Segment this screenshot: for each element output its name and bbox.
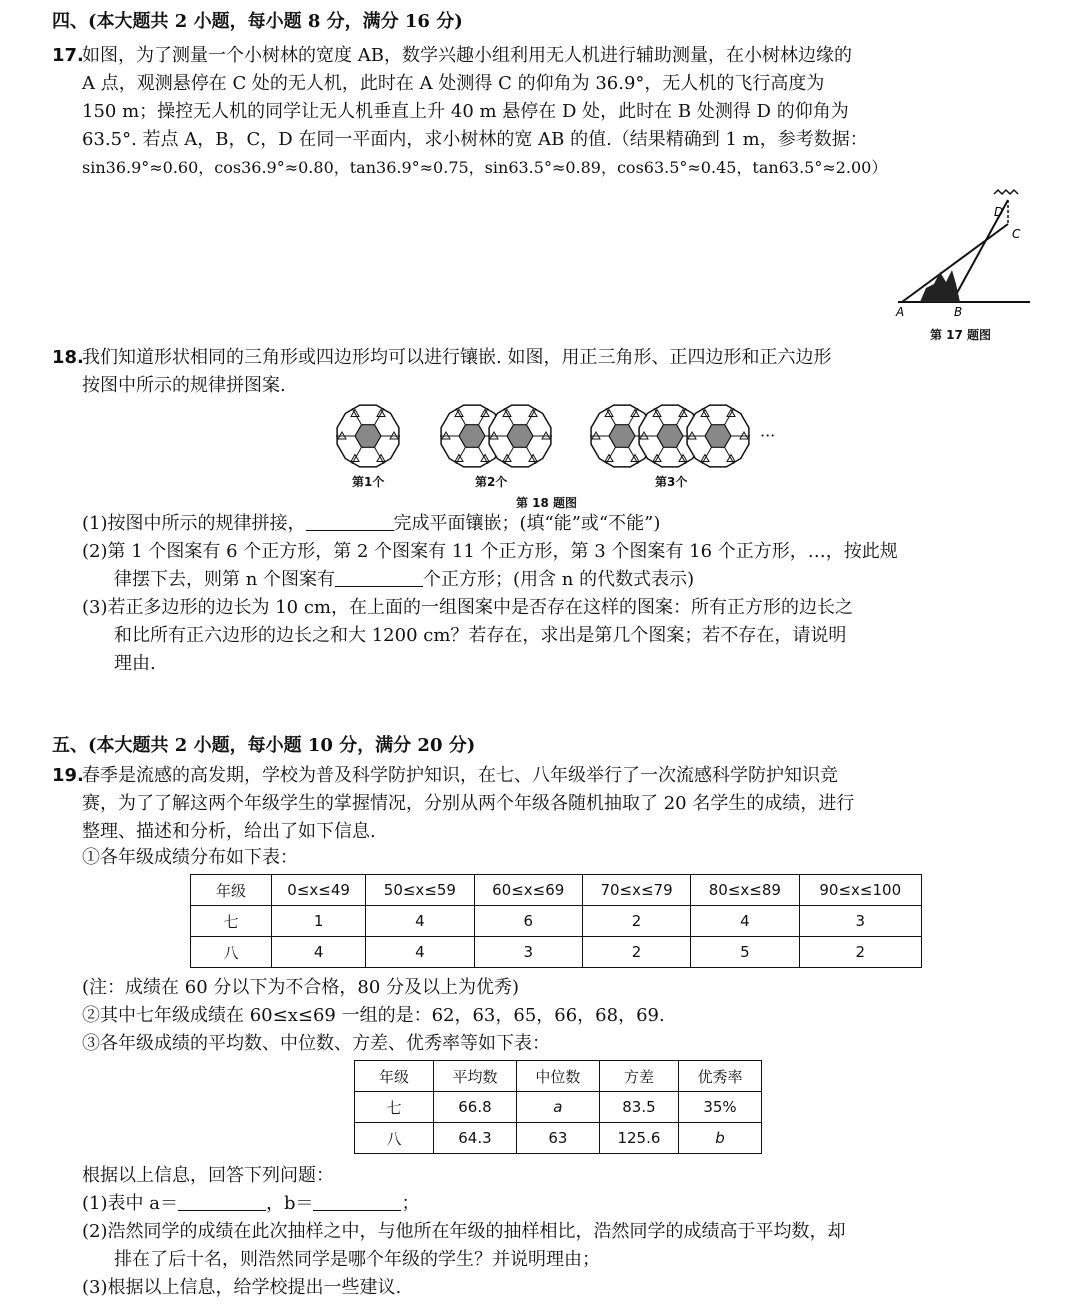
table-row bbox=[191, 906, 922, 937]
q18-figure-label: 第2个 bbox=[475, 475, 508, 489]
q19-part3: (3)根据以上信息，给学校提出一些建议. bbox=[82, 1277, 402, 1298]
woods-shape bbox=[920, 270, 960, 302]
section5-heading: 五、(本大题共 2 小题，每小题 10 分，满分 20 分) bbox=[52, 735, 476, 756]
q19-info3: ③各年级成绩的平均数、中位数、方差、优秀率等如下表： bbox=[82, 1033, 550, 1054]
q18-figure-ellipsis: ··· bbox=[760, 426, 776, 445]
answer-blank[interactable] bbox=[335, 568, 423, 587]
table-cell: b bbox=[679, 1123, 762, 1154]
table-header: 年级 bbox=[355, 1061, 434, 1092]
table-header: 80≤x≤89 bbox=[691, 875, 799, 906]
table-row bbox=[191, 937, 922, 968]
q18-part2-text: 律摆下去，则第 n 个图案有 bbox=[114, 569, 336, 590]
q18-text-line: 我们知道形状相同的三角形或四边形均可以进行镶嵌. 如图，用正三角形、正四边形和正六边形 bbox=[82, 347, 832, 368]
label-d: D bbox=[994, 205, 1004, 219]
q18-figure bbox=[320, 400, 800, 500]
q18-part3-line: (3)若正多边形的边长为 10 cm，在上面的一组图案中是否存在这样的图案：所有正方形的边长之 bbox=[82, 597, 853, 618]
table-cell: 2 bbox=[582, 906, 690, 937]
table-cell: 八 bbox=[355, 1123, 434, 1154]
table-cell: 2 bbox=[799, 937, 921, 968]
q17-text-line: 150 m；操控无人机的同学让无人机垂直上升 40 m 悬停在 D 处，此时在 B 处测得 D 的仰角为 bbox=[82, 101, 849, 122]
q19-number: 19. bbox=[52, 765, 84, 786]
q19-text-line: 春季是流感的高发期，学校为普及科学防护知识，在七、八年级举行了一次流感科学防护知识竞 bbox=[82, 765, 838, 786]
table-header: 60≤x≤69 bbox=[474, 875, 582, 906]
label-b: B bbox=[954, 305, 963, 319]
table-cell: 七 bbox=[355, 1092, 434, 1123]
table-header: 方差 bbox=[599, 1061, 678, 1092]
q19-part2-line: 排在了后十名，则浩然同学是哪个年级的学生？并说明理由； bbox=[114, 1249, 600, 1270]
hexagon-shape bbox=[459, 425, 485, 448]
table-cell: 1 bbox=[272, 906, 366, 937]
q18-figure-caption: 第 18 题图 bbox=[516, 496, 578, 510]
q18-part3-line: 理由. bbox=[114, 653, 156, 674]
table-row bbox=[355, 1092, 762, 1123]
q17-text-line: 如图，为了测量一个小树林的宽度 AB，数学兴趣小组利用无人机进行辅助测量，在小树林边缘的 bbox=[82, 45, 852, 66]
label-a: A bbox=[896, 305, 905, 319]
drone-icon bbox=[994, 190, 1018, 194]
hexagon-shape bbox=[657, 425, 683, 448]
hexagon-shape bbox=[705, 425, 731, 448]
table-cell: a bbox=[516, 1092, 599, 1123]
table-cell: 4 bbox=[366, 906, 474, 937]
q17-figure bbox=[890, 184, 1040, 324]
score-distribution-table bbox=[190, 874, 922, 968]
q18-part1-text-after: 完成平面镶嵌；(填“能”或“不能”) bbox=[393, 513, 661, 534]
table-header: 优秀率 bbox=[679, 1061, 762, 1092]
table-header: 年级 bbox=[191, 875, 272, 906]
q19-part2-line: (2)浩然同学的成绩在此次抽样之中，与他所在年级的抽样相比，浩然同学的成绩高于平均数，却 bbox=[82, 1221, 846, 1242]
q17-reference-data: sin36.9°≈0.60，cos36.9°≈0.80，tan36.9°≈0.75，sin63.5°≈0.89，cos63.5°≈0.45，tan63.5°≈2.00） bbox=[82, 158, 888, 177]
q18-part2-cont bbox=[114, 568, 694, 592]
q17-text-line: 63.5°. 若点 A，B，C，D 在同一平面内，求小树林的宽 AB 的值.（结果精确到 1 m，参考数据： bbox=[82, 129, 868, 150]
q18-figure-label: 第3个 bbox=[655, 475, 688, 489]
table-cell: 125.6 bbox=[599, 1123, 678, 1154]
q18-part2-text-after: 个正方形；(用含 n 的代数式表示) bbox=[423, 569, 695, 590]
table-cell: 4 bbox=[272, 937, 366, 968]
table-header-row bbox=[355, 1061, 762, 1092]
table-cell: 63 bbox=[516, 1123, 599, 1154]
q17-number: 17. bbox=[52, 45, 84, 66]
q19-info2: ②其中七年级成绩在 60≤x≤69 一组的是：62，63，65，66，68，69. bbox=[82, 1005, 665, 1026]
table-header: 70≤x≤79 bbox=[582, 875, 690, 906]
table-cell: 6 bbox=[474, 906, 582, 937]
table-cell: 5 bbox=[691, 937, 799, 968]
table-cell: 七 bbox=[191, 906, 272, 937]
q19-part1-mid: ，b＝ bbox=[265, 1193, 314, 1214]
q19-part1-text: (1)表中 a＝ bbox=[82, 1193, 178, 1214]
q19-text-line: 整理、描述和分析，给出了如下信息. bbox=[82, 821, 376, 842]
hexagon-shape bbox=[507, 425, 533, 448]
label-c: C bbox=[1012, 227, 1021, 241]
table-cell: 66.8 bbox=[434, 1092, 517, 1123]
table-cell: 3 bbox=[799, 906, 921, 937]
table-cell: 2 bbox=[582, 937, 690, 968]
section4-heading: 四、(本大题共 2 小题，每小题 8 分，满分 16 分) bbox=[52, 11, 463, 32]
q17-figure-caption: 第 17 题图 bbox=[930, 328, 992, 342]
table-cell: 3 bbox=[474, 937, 582, 968]
table-row bbox=[355, 1123, 762, 1154]
q17-text-line: A 点，观测悬停在 C 处的无人机，此时在 A 处测得 C 的仰角为 36.9°，无人机的飞行高度为 bbox=[82, 73, 825, 94]
statistics-table bbox=[354, 1060, 762, 1154]
q19-prompt: 根据以上信息，回答下列问题： bbox=[82, 1165, 334, 1186]
q18-part3-line: 和比所有正六边形的边长之和大 1200 cm？若存在，求出是第几个图案；若不存在，请说明 bbox=[114, 625, 847, 646]
answer-blank-a[interactable] bbox=[178, 1192, 266, 1211]
q18-part1 bbox=[82, 512, 660, 536]
q18-text-line: 按图中所示的规律拼图案. bbox=[82, 375, 286, 396]
table-header-row bbox=[191, 875, 922, 906]
q18-part1-text: (1)按图中所示的规律拼接， bbox=[82, 513, 306, 534]
table-header: 平均数 bbox=[434, 1061, 517, 1092]
q18-part2-line: (2)第 1 个图案有 6 个正方形，第 2 个图案有 11 个正方形，第 3 个图案有 16 个正方形，…，按此规 bbox=[82, 541, 898, 562]
table-header: 0≤x≤49 bbox=[272, 875, 366, 906]
q18-number: 18. bbox=[52, 347, 84, 368]
answer-blank-b[interactable] bbox=[313, 1192, 401, 1211]
hexagon-shape bbox=[355, 425, 381, 448]
answer-blank[interactable] bbox=[306, 512, 394, 531]
q19-part1-after: ； bbox=[401, 1193, 420, 1214]
q19-info1: ①各年级成绩分布如下表： bbox=[82, 847, 298, 868]
table-cell: 4 bbox=[366, 937, 474, 968]
table-cell: 64.3 bbox=[434, 1123, 517, 1154]
q19-part1 bbox=[82, 1192, 419, 1216]
table-header: 中位数 bbox=[516, 1061, 599, 1092]
q19-note: (注：成绩在 60 分以下为不合格，80 分及以上为优秀) bbox=[82, 977, 520, 998]
table-cell: 八 bbox=[191, 937, 272, 968]
q19-text-line: 赛，为了了解这两个年级学生的掌握情况，分别从两个年级各随机抽取了 20 名学生的成绩，进行 bbox=[82, 793, 855, 814]
table-cell: 4 bbox=[691, 906, 799, 937]
table-header: 50≤x≤59 bbox=[366, 875, 474, 906]
q18-figure-label: 第1个 bbox=[352, 475, 385, 489]
hexagon-shape bbox=[609, 425, 635, 448]
table-cell: 83.5 bbox=[599, 1092, 678, 1123]
table-cell: 35% bbox=[679, 1092, 762, 1123]
table-header: 90≤x≤100 bbox=[799, 875, 921, 906]
